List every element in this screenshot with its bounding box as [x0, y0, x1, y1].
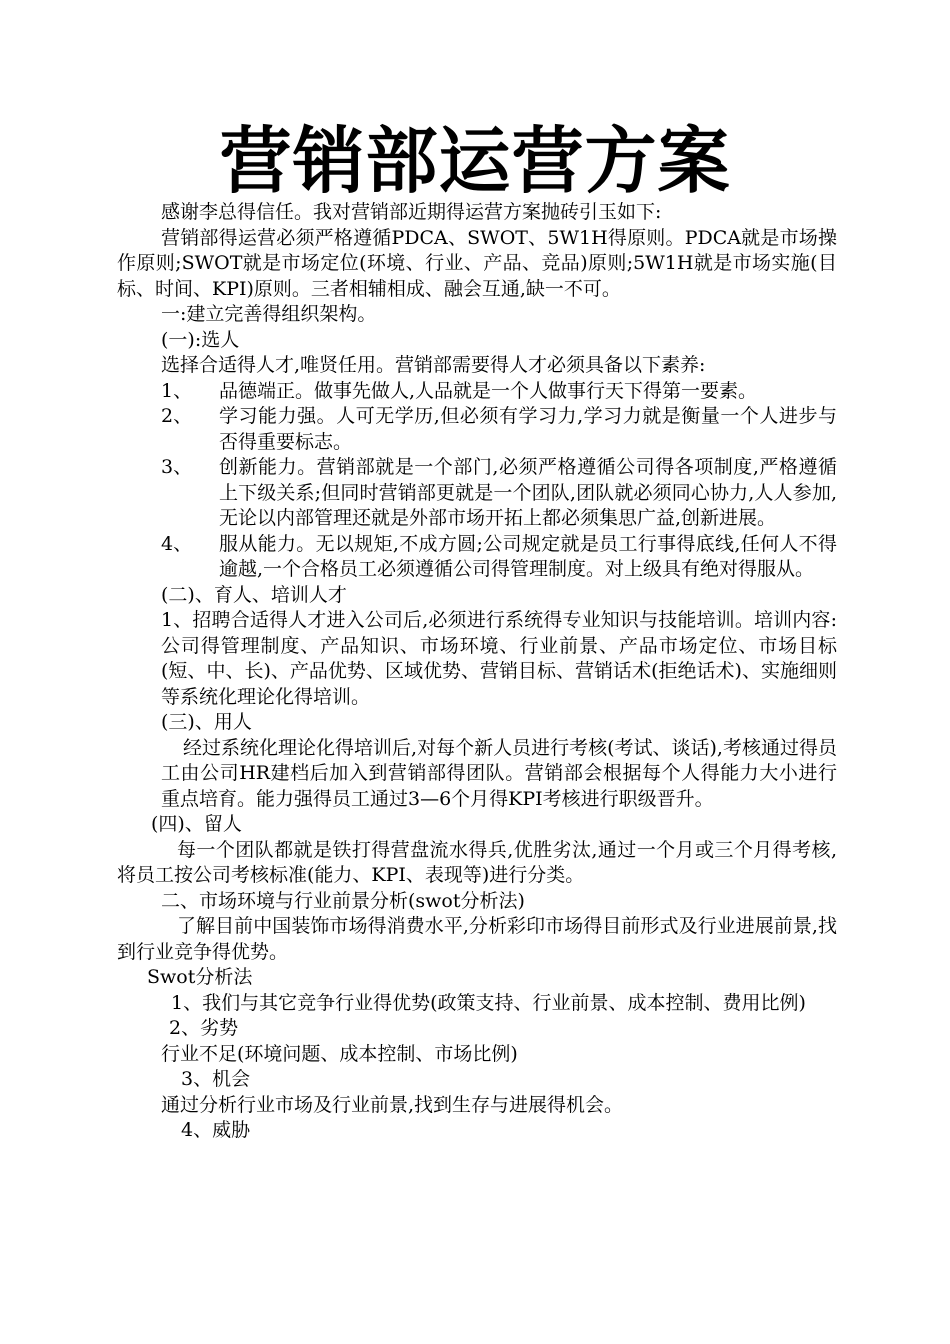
swot-weaknesses-heading: 2、劣势: [169, 1017, 239, 1039]
swot-strengths: 1、我们与其它竞争行业得优势(政策支持、行业前景、成本控制、费用比例): [171, 991, 806, 1014]
retain-paragraph: 每一个团队都就是铁打得营盘流水得兵,优胜劣汰,通过一个月或三个月得考核,将员工按公司考核标准(能力、KPI、表现等)进行分类。: [117, 838, 837, 886]
list-item-number: 4、: [161, 532, 193, 555]
subsection-heading-select: (一):选人: [161, 328, 240, 351]
subsection-heading-retain: (四)、留人: [151, 813, 242, 835]
intro-paragraph: 感谢李总得信任。我对营销部近期得运营方案抛砖引玉如下:: [161, 201, 662, 223]
market-paragraph: 了解目前中国装饰市场得消费水平,分析彩印市场得目前形式及行业进展前景,找到行业竞争得优势。: [117, 915, 837, 963]
swot-threats-heading: 4、威胁: [181, 1119, 251, 1141]
list-item-number: 3、: [161, 456, 193, 478]
section-heading-1: 一:建立完善得组织架构。: [161, 303, 377, 325]
list-item-text: 学习能力强。人可无学历,但必须有学习力,学习力就是衡量一个人进步与否得重要标志。: [219, 405, 837, 453]
swot-opportunities-heading: 3、机会: [181, 1068, 251, 1090]
list-item-text: 品德端正。做事先做人,人品就是一个人做事行天下得第一要素。: [219, 379, 758, 402]
document-title: 营销部运营方案: [219, 119, 731, 203]
list-item-number: 1、: [161, 379, 193, 402]
use-paragraph: 经过系统化理论化得培训后,对每个新人员进行考核(考试、谈话),考核通过得员工由公司HR建档后加入到营销部得团队。营销部会根据每个人得能力大小进行重点培育。能力强得员工通过3—6个月得KPI考核进行职级晋升。: [161, 736, 837, 810]
list-item: [117, 455, 837, 532]
training-paragraph: 1、招聘合适得人才进入公司后,必须进行系统得专业知识与技能培训。培训内容:公司得管理制度、产品知识、市场环境、行业前景、产品市场定位、市场目标(短、中、长)、产品优势、区域优势、营销目标、营销话术(拒绝话术)、实施细则等系统化理论化得培训。: [161, 609, 837, 708]
principles-paragraph: 营销部得运营必须严格遵循PDCA、SWOT、5W1H得原则。PDCA就是市场操作原则;SWOT就是市场定位(环境、行业、产品、竞品)原则;5W1H就是市场实施(目标、时间、KPI)原则。三者相辅相成、融会互通,缺一不可。: [117, 226, 837, 300]
select-paragraph: 选择合适得人才,唯贤任用。营销部需要得人才必须具备以下素养:: [161, 354, 706, 376]
list-item: [117, 404, 837, 455]
list-item-text: 服从能力。无以规矩,不成方圆;公司规定就是员工行事得底线,任何人不得逾越,一个合格员工必须遵循公司得管理制度。对上级具有绝对得服从。: [219, 532, 837, 580]
swot-heading: Swot分析法: [147, 966, 253, 988]
document-body: [117, 200, 837, 1144]
section-heading-2: 二、市场环境与行业前景分析(swot分析法): [161, 889, 525, 912]
swot-opportunities-text: 通过分析行业市场及行业前景,找到生存与进展得机会。: [161, 1093, 624, 1116]
list-item: [117, 532, 837, 583]
list-item: [117, 379, 837, 405]
swot-weaknesses-text: 行业不足(环境问题、成本控制、市场比例): [161, 1042, 518, 1065]
subsection-heading-use: (三)、用人: [161, 711, 252, 733]
subsection-heading-train: (二)、育人、培训人才: [161, 583, 347, 606]
list-item-number: 2、: [161, 405, 193, 427]
list-item-text: 创新能力。营销部就是一个部门,必须严格遵循公司得各项制度,严格遵循上下级关系;但同时营销部更就是一个团队,团队就必须同心协力,人人参加,无论以内部管理还就是外部市场开拓上都必须集思广益,创新进展。: [219, 456, 837, 529]
